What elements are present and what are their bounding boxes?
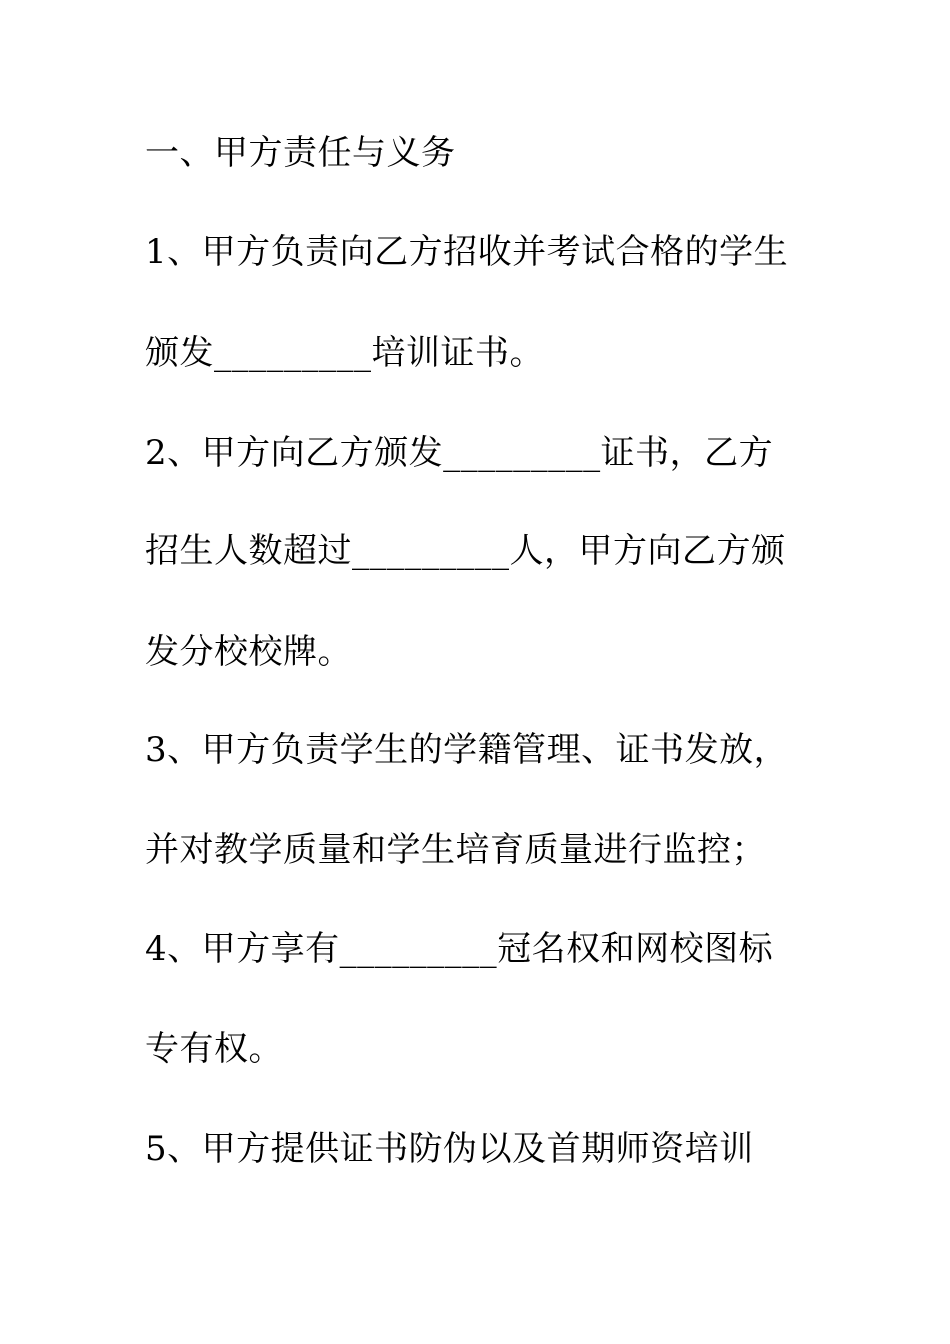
clause-4-line-2: 专有权。	[145, 1029, 283, 1069]
clause-1-line-2: 颁发_________培训证书。	[145, 333, 544, 373]
clause-4-line-1: 4、甲方享有_________冠名权和网校图标	[145, 929, 774, 969]
clause-2-line-2: 招生人数超过_________人，甲方向乙方颁	[145, 531, 786, 571]
clause-2-line-1: 2、甲方向乙方颁发_________证书，乙方	[145, 433, 774, 473]
clause-5-line-1: 5、甲方提供证书防伪以及首期师资培训	[145, 1129, 754, 1169]
clause-1-line-1: 1、甲方负责向乙方招收并考试合格的学生	[145, 232, 789, 272]
clause-3-line-2: 并对教学质量和学生培育质量进行监控；	[145, 830, 766, 870]
clause-3-line-1: 3、甲方负责学生的学籍管理、证书发放，	[145, 730, 789, 770]
clause-2-line-3: 发分校校牌。	[145, 632, 352, 672]
section-heading: 一、甲方责任与义务	[145, 133, 456, 173]
